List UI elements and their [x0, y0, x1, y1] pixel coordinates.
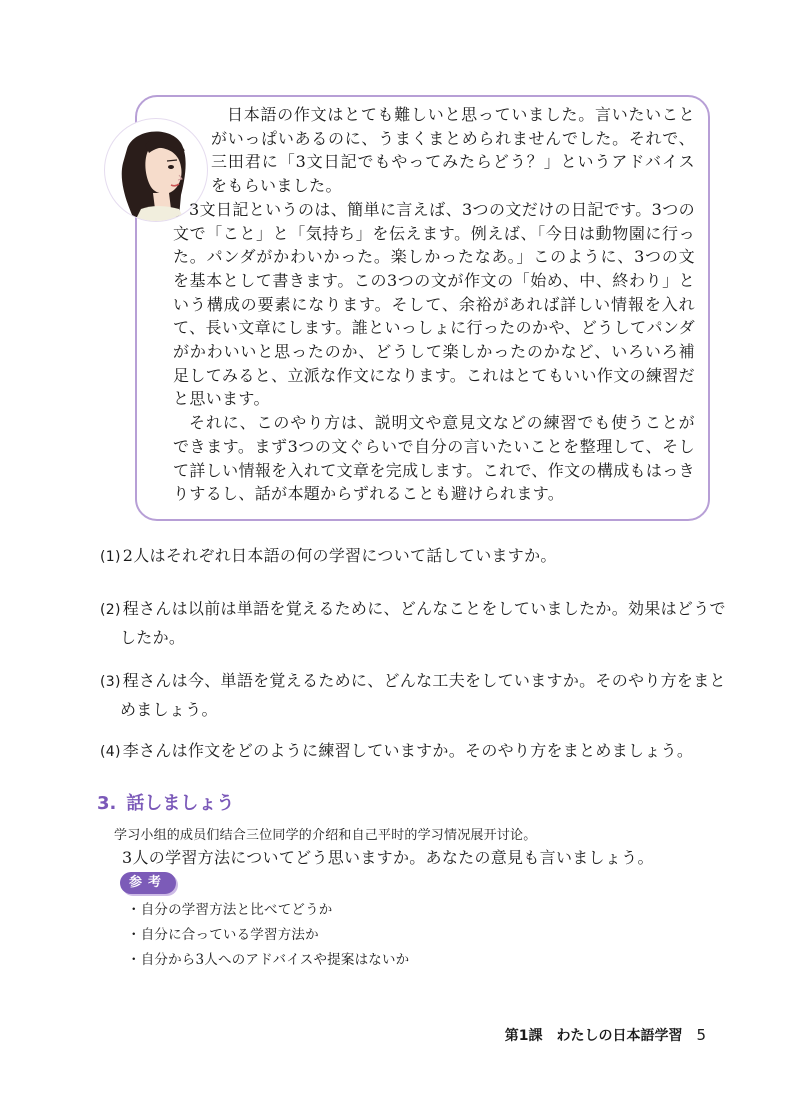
page-number: 5: [696, 1026, 706, 1044]
reference-list: [127, 898, 409, 973]
section-heading: [97, 789, 234, 815]
question-item: [100, 667, 732, 723]
question-item: [100, 542, 732, 571]
question-text: 李さんは作文をどのように練習していますか。そのやり方をまとめましょう。: [122, 741, 694, 760]
question-item: [100, 595, 732, 651]
passage-paragraph: 日本語の作文はとても難しいと思っていました。言いたいことがいっぱいあるのに、うまくまとめられませんでした。それで、三田君に「3文日記でもやってみたらどう？」というアドバイスをもらいました。: [211, 105, 695, 196]
page-footer: [505, 1025, 706, 1045]
question-number: (2): [100, 602, 121, 618]
question-number: (4): [100, 744, 121, 760]
question-text: 程さんは以前は単語を覚えるために、どんなことをしていましたか。効果はどうでしたか。: [120, 599, 726, 647]
discussion-prompt: 3人の学習方法についてどう思いますか。あなたの意見も言いましょう。: [122, 848, 654, 867]
question-number: (1): [100, 549, 121, 565]
chinese-instruction: 学习小组的成员们结合三位同学的介绍和自己平时的学习情况展开讨论。: [114, 828, 537, 843]
question-text: 2人はそれぞれ日本語の何の学習について話していますか。: [122, 546, 557, 565]
reference-badge: 参考: [120, 872, 176, 894]
passage-paragraph: それに、このやり方は、説明文や意見文などの練習でも使うことができます。まず3つの文ぐらいで自分の言いたいことを整理して、そして詳しい情報を入れて文章を完成します。これで、作文の構成もはっきりするし、話が本題からずれることも避けられます。: [173, 413, 695, 504]
lesson-title: 第1課 わたしの日本語学習: [504, 1028, 683, 1044]
section-title: 話しましょう: [126, 793, 235, 814]
question-item: [100, 737, 732, 766]
section-number: 3.: [97, 793, 117, 814]
reference-item: ・自分に合っている学習方法か: [127, 927, 319, 943]
question-text: 程さんは今、単語を覚えるために、どんな工夫をしていますか。そのやり方をまとめましょう。: [120, 671, 726, 719]
reference-item: ・自分の学習方法と比べてどうか: [127, 902, 333, 918]
question-number: (3): [100, 674, 121, 690]
passage-paragraph: 3文日記というのは、簡単に言えば、3つの文だけの日記です。3つの文で「こと」と「気持ち」を伝えます。例えば、「今日は動物園に行った。パンダがかわいかった。楽しかったなあ。」このように、3つの文を基本として書きます。この3つの文が作文の「始め、中、終わり」という構成の要素になります。そして、余裕があれば詳しい情報を入れて、長い文章にします。誰といっしょに行ったのかや、どうしてパンダがかわいいと思ったのか、どうして楽しかったのかなど、いろいろ補足してみると、立派な作文になります。これはとてもいい作文の練習だと思います。: [173, 199, 695, 409]
reference-item: ・自分から3人へのアドバイスや提案はないか: [127, 952, 410, 968]
passage-text: [173, 103, 695, 506]
